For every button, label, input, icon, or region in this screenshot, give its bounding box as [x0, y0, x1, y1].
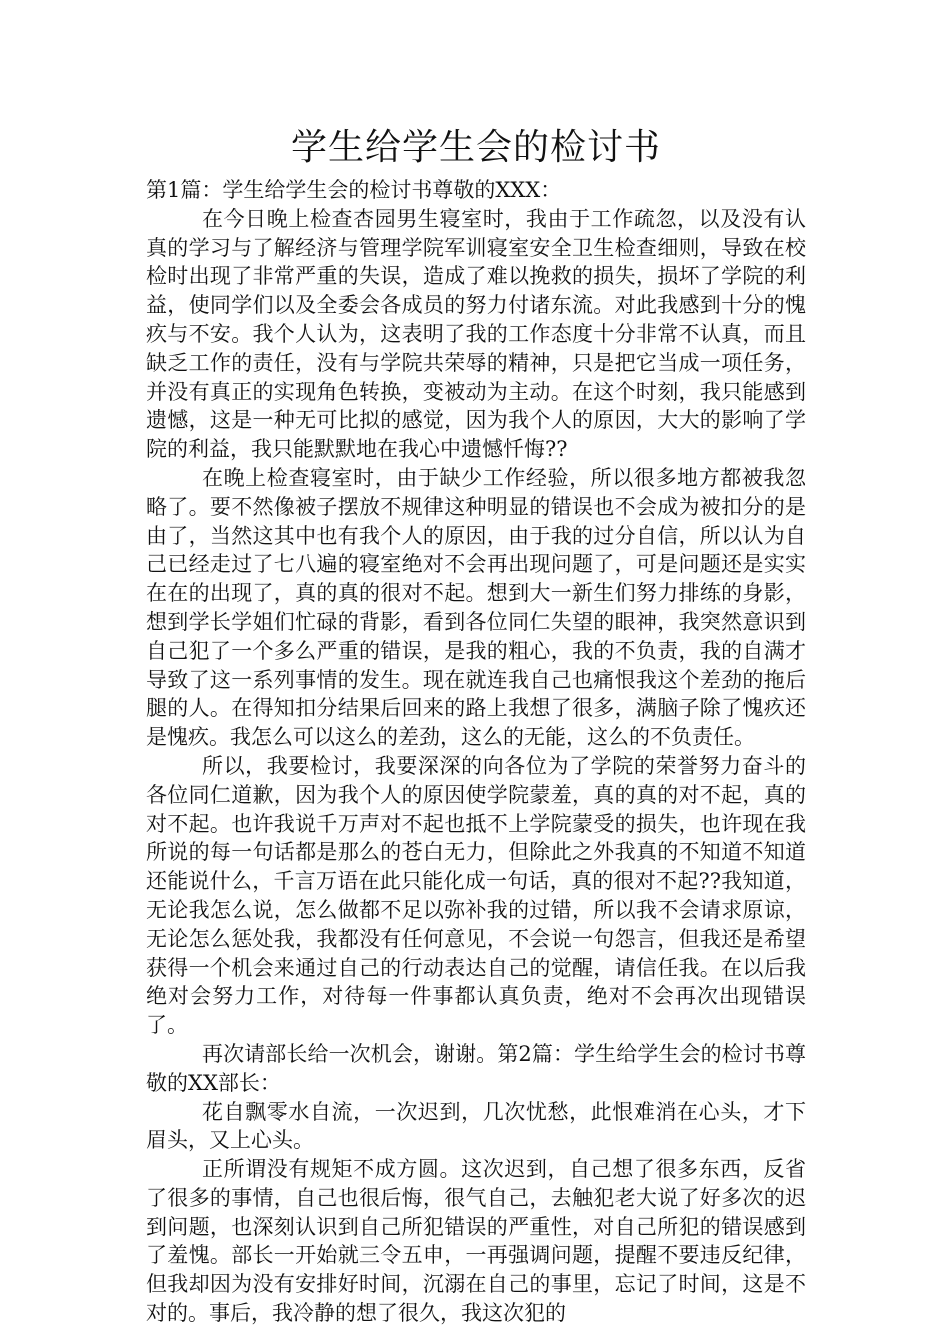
- paragraph: 所以，我要检讨，我要深深的向各位为了学院的荣誉努力奋斗的各位同仁道歉，因为我个人的原因使学院蒙羞，真的真的对不起，真的对不起。也许我说千万声对不起也抵不上学院蒙受的损失，也许现在我所说的每一句话都是那么的苍白无力，但除此之外我真的不知道不知道还能说什么，千言万语在此只能化成一句话，真的很对不起??我知道，无论我怎么说，怎么做都不足以弥补我的过错，所以我不会请求原谅，无论怎么惩处我，我都没有任何意见，不会说一句怨言，但我还是希望获得一个机会来通过自己的行动表达自己的觉醒，请信任我。在以后我绝对会努力工作，对待每一件事都认真负责，绝对不会再次出现错误了。: [146, 753, 806, 1038]
- document-body: [146, 176, 806, 1328]
- paragraph: 第1篇：学生给学生会的检讨书尊敬的XXX：: [146, 178, 562, 202]
- document-page: [146, 120, 806, 1328]
- paragraph: 花自飘零水自流，一次迟到，几次忧愁，此恨难消在心头，才下眉头，又上心头。: [146, 1099, 806, 1153]
- paragraph: 在今日晚上检查杏园男生寝室时，我由于工作疏忽，以及没有认真的学习与了解经济与管理学院军训寝室安全卫生检查细则，导致在校检时出现了非常严重的失误，造成了难以挽救的损失，损坏了学院的利益，使同学们以及全委会各成员的努力付诸东流。对此我感到十分的愧疚与不安。我个人认为，这表明了我的工作态度十分非常不认真，而且缺乏工作的责任，没有与学院共荣辱的精神，只是把它当成一项任务，并没有真正的实现角色转换，变被动为主动。在这个时刻，我只能感到遗憾，这是一种无可比拟的感觉，因为我个人的原因，大大的影响了学院的利益，我只能默默地在我心中遗憾忏悔??: [146, 206, 806, 462]
- document-title: 学生给学生会的检讨书: [290, 127, 661, 168]
- paragraph: 再次请部长给一次机会，谢谢。第2篇：学生给学生会的检讨书尊敬的XX部长：: [146, 1041, 806, 1095]
- paragraph: 正所谓没有规矩不成方圆。这次迟到，自己想了很多东西，反省了很多的事情，自己也很后悔，很气自己，去触犯老大说了好多次的迟到问题，也深刻认识到自己所犯错误的严重性，对自己所犯的错误感到了羞愧。部长一开始就三令五申，一再强调问题，提醒不要违反纪律，但我却因为没有安排好时间，沉溺在自己的事里，忘记了时间，这是不对的。事后，我冷静的想了很久，我这次犯的: [146, 1157, 806, 1326]
- paragraph: 在晚上检查寝室时，由于缺少工作经验，所以很多地方都被我忽略了。要不然像被子摆放不规律这种明显的错误也不会成为被扣分的是由了，当然这其中也有我个人的原因，由于我的过分自信，所以认为自己已经走过了七八遍的寝室绝对不会再出现问题了，可是问题还是实实在在的出现了，真的真的很对不起。想到大一新生们努力排练的身影，想到学长学姐们忙碌的背影，看到各位同仁失望的眼神，我突然意识到自己犯了一个多么严重的错误，是我的粗心，我的不负责，我的自满才导致了这一系列事情的发生。现在就连我自己也痛恨我这个差劲的拖后腿的人。在得知扣分结果后回来的路上我想了很多，满脑子除了愧疚还是愧疚。我怎么可以这么的差劲，这么的无能，这么的不负责任。: [146, 465, 806, 750]
